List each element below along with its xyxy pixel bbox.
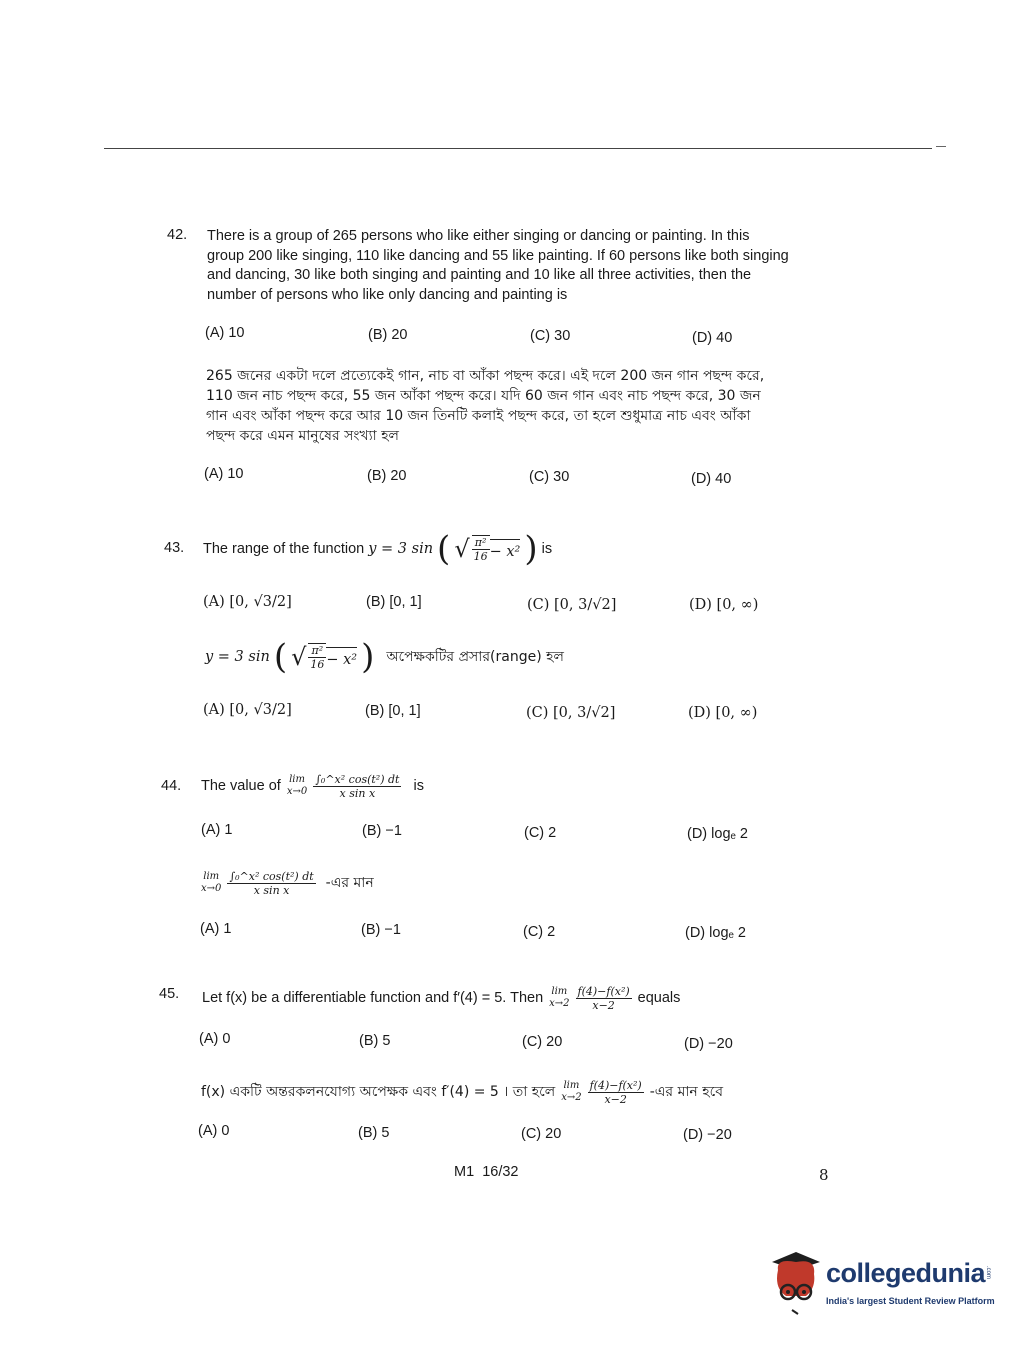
question-stem [203,524,552,574]
question-stem [202,978,680,1018]
option-d[interactable]: (D) −20 [684,1036,733,1052]
fraction-numerator: ∫₀^x² cos(t²) dt [229,869,314,883]
text-line: পছন্দ করে এমন মানুষের সংখ্যা হল [206,428,399,444]
fraction-denominator: x sin x [339,786,376,800]
lim-text: lim [551,986,568,997]
logo-com: .com [985,1266,991,1280]
stem-suffix: is [541,541,553,557]
question-number: 42. [167,227,188,243]
fraction-numerator: π² [308,644,326,658]
option-d-bn[interactable]: (D) −20 [683,1127,732,1143]
function-expr: y = 3 sin [368,541,434,557]
text-line: and dancing, 30 like both singing and painting and 10 like all three activities, then the [207,267,752,283]
fraction-denominator: 16 [310,658,325,671]
option-c-bn[interactable]: (C) 30 [529,469,570,485]
question-stem-bn [205,632,564,682]
fraction-numerator: f(4)−f(x²) [577,984,630,998]
lim-text: lim [563,1080,580,1091]
option-d[interactable]: (D) logₑ 2 [687,826,748,842]
option-b[interactable]: (B) 5 [359,1033,391,1049]
paren-open: ( [437,529,451,569]
fraction-denominator: x sin x [253,883,290,897]
option-b-bn[interactable]: (B) −1 [361,922,401,938]
limit [561,1080,581,1104]
question-number: 44. [161,778,182,794]
option-b[interactable]: (B) [0, 1] [366,594,422,610]
fraction-denominator: x−2 [604,1092,627,1106]
fraction-numerator: f(4)−f(x²) [589,1078,642,1092]
fraction-denominator: x−2 [592,998,615,1012]
fraction [472,535,490,563]
lim-subscript: x→0 [201,883,222,894]
text-line: group 200 like singing, 110 like dancing and 55 like painting. If 60 persons like both singing [207,247,789,264]
lim-text: lim [203,871,220,882]
stem-suffix-bn: -এর মান হবে [649,1084,723,1100]
lim-text: lim [289,774,305,785]
option-c-bn[interactable]: (C) 2 [523,924,556,940]
option-a-bn[interactable]: (A) 1 [200,921,232,937]
limit [549,986,569,1010]
text-line: There is a group of 265 persons who like either singing or dancing or painting. In this [207,228,750,244]
top-rule-dash [936,146,946,147]
text-line: গান এবং আঁকা পছন্দ করে আর 10 জন তিনটি কলাই পছন্দ করে, তা হলে শুধুমাত্র নাচ এবং আঁকা [206,408,751,424]
question-stem-bn [201,860,374,906]
lim-subscript: x→2 [549,998,570,1009]
logo-tagline: India's largest Student Review Platform [826,1296,995,1306]
minus-x-squared: − x² [326,647,357,668]
text-line: number of persons who like only dancing and painting is [207,286,568,303]
question-stem [201,762,424,810]
option-a-bn[interactable]: (A) 10 [204,466,244,482]
option-c[interactable]: (C) 30 [530,328,571,344]
mascot-icon [766,1248,826,1318]
option-b-bn[interactable]: (B) 20 [367,468,407,484]
option-d-bn[interactable]: (D) [0, ∞) [688,705,758,721]
fraction-numerator: ∫₀^x² cos(t²) dt [315,772,400,786]
stem-prefix: The range of the function [203,541,365,557]
limit [201,871,221,895]
text-line: 265 জনের একটা দলে প্রত্যেকেই গান, নাচ বা আঁকা পছন্দ করে। এই দলে 200 জন গান পছন্দ করে, [206,368,765,384]
fraction [576,985,632,1012]
option-d[interactable]: (D) 40 [692,330,733,346]
option-b-bn[interactable]: (B) [0, 1] [365,703,421,719]
paren-close: ) [524,529,538,569]
sqrt-sign: √ [291,643,307,671]
stem-suffix-bn: -এর মান [325,875,374,891]
paren-open: ( [273,637,288,677]
page-mark: 8 [819,1166,829,1184]
option-b[interactable]: (B) −1 [362,823,402,839]
function-expr: y = 3 sin [205,649,270,665]
question-number: 45. [159,986,180,1002]
option-a[interactable]: (A) [0, √3/2] [203,594,292,610]
option-b-bn[interactable]: (B) 5 [358,1125,390,1141]
option-d-bn[interactable]: (D) logₑ 2 [685,925,746,941]
stem-prefix: The value of [201,778,281,794]
option-a-bn[interactable]: (A) 0 [198,1123,230,1139]
option-a[interactable]: (A) 1 [201,822,233,838]
sqrt-sign: √ [454,535,470,563]
option-d-bn[interactable]: (D) 40 [691,471,732,487]
question-text-en [207,227,840,305]
question-number: 43. [164,540,185,556]
stem-prefix: Let f(x) be a differentiable function and f′(4) = 5. Then [202,990,544,1006]
fraction-denominator: 16 [473,550,488,563]
option-c[interactable]: (C) [0, 3/√2] [527,597,617,613]
stem-suffix-bn: অপেক্ষকটির প্রসার(range) হল [386,649,564,665]
logo-name: collegedunia [826,1258,986,1288]
option-c[interactable]: (C) 2 [524,825,557,841]
text-line: 110 জন নাচ পছন্দ করে, 55 জন আঁকা পছন্দ করে। যদি 60 জন গান এবং নাচ পছন্দ করে, 30 জন [206,388,761,404]
page-code: M1 16/32 [454,1164,519,1180]
minus-x-squared: − x² [490,539,521,560]
question-stem-bn [201,1072,723,1112]
option-c-bn[interactable]: (C) 20 [521,1126,562,1142]
option-d[interactable]: (D) [0, ∞) [689,597,759,613]
fraction [308,643,326,671]
lim-subscript: x→2 [561,1092,582,1103]
stem-suffix: equals [637,990,681,1006]
stem-prefix-bn: f(x) একটি অন্তরকলনযোগ্য অপেক্ষক এবং f′(4) = 5 । তা হলে [201,1084,556,1100]
option-a[interactable]: (A) 10 [205,325,245,341]
option-a-bn[interactable]: (A) [0, √3/2] [203,702,292,718]
integral-fraction [313,773,401,800]
fraction-numerator: π² [472,536,490,550]
top-rule [104,148,932,149]
option-c-bn[interactable]: (C) [0, 3/√2] [526,705,616,721]
paren-close: ) [361,637,375,677]
integral-fraction [227,870,315,897]
option-a[interactable]: (A) 0 [199,1031,231,1047]
lim-subscript: x→0 [286,786,308,797]
limit [287,774,307,798]
stem-suffix: is [413,778,424,794]
option-b[interactable]: (B) 20 [368,327,408,343]
question-text-bn [206,366,840,446]
option-c[interactable]: (C) 20 [522,1034,563,1050]
fraction [588,1079,644,1106]
